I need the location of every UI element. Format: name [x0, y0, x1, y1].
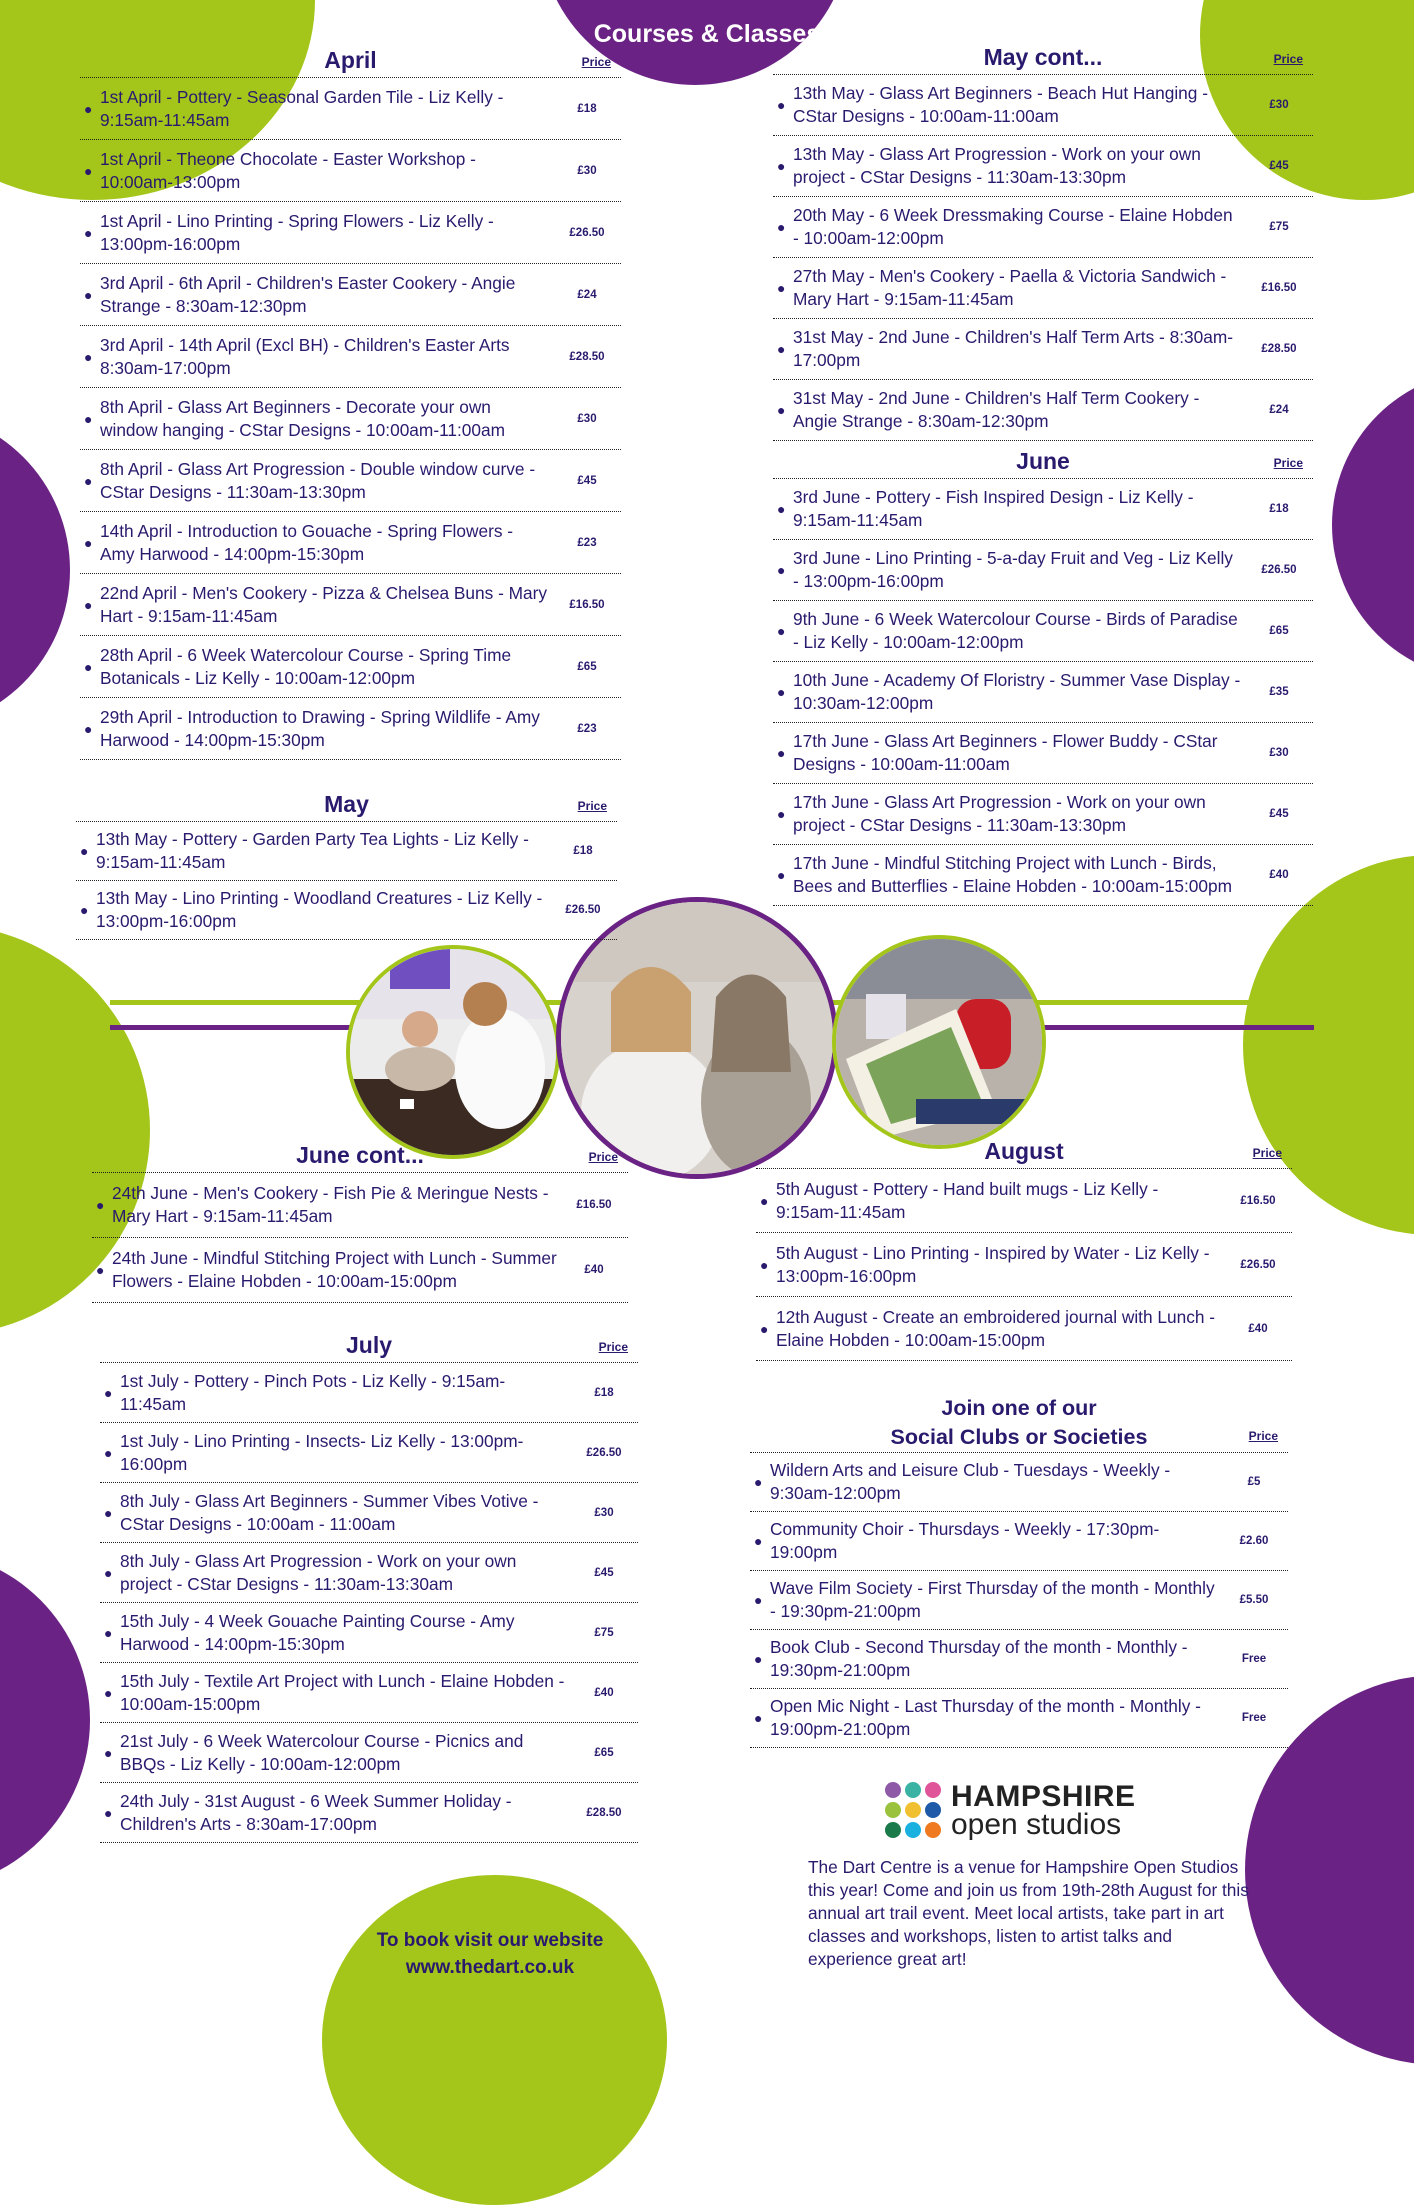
bullet-icon: ● — [777, 684, 786, 700]
item-text: 3rd June - Pottery - Fish Inspired Design - Liz Kelly - 9:15am-11:45am — [793, 487, 1194, 530]
section-august — [756, 1138, 1292, 1361]
list-item[interactable] — [80, 140, 621, 202]
section-title: April — [324, 47, 377, 73]
list-item[interactable] — [80, 326, 621, 388]
item-price: £35 — [1269, 686, 1289, 698]
item-price: £26.50 — [586, 1446, 622, 1459]
section-title: June — [1016, 448, 1070, 474]
item-text: 13th May - Glass Art Progression - Work on your own project - CStar Designs - 11:30am-13:30pm — [793, 144, 1201, 187]
list-item[interactable] — [756, 1233, 1292, 1297]
bullet-icon: ● — [754, 1592, 763, 1608]
item-text: 28th April - 6 Week Watercolour Course - Spring Time Botanicals - Liz Kelly - 10:00am-12:00pm — [100, 644, 512, 688]
item-price: £75 — [1269, 221, 1289, 233]
section-june — [773, 448, 1313, 906]
bullet-icon: ● — [754, 1651, 763, 1667]
item-price: £26.50 — [1261, 564, 1297, 576]
list-item[interactable] — [773, 479, 1313, 540]
list-item[interactable] — [100, 1363, 638, 1423]
hampshire-open-studios-text: The Dart Centre is a venue for Hampshire Open Studios this year! Come and join us from 19th-28th August for this annual art trail event. Meet local artists, take part in art classes and workshops, listen to artist talks and experience great art! — [808, 1857, 1249, 1969]
list-item[interactable] — [773, 258, 1313, 319]
list-item[interactable] — [80, 388, 621, 450]
clubs-title-line1: Join one of our — [941, 1396, 1097, 1420]
list-item[interactable] — [773, 845, 1313, 906]
item-price: £28.50 — [586, 1806, 622, 1819]
list-item[interactable] — [80, 264, 621, 326]
bullet-icon: ● — [84, 162, 93, 179]
item-text: 24th June - Men's Cookery - Fish Pie & Meringue Nests - Mary Hart - 9:15am-11:45am — [112, 1183, 549, 1226]
item-price: Free — [1241, 1712, 1267, 1724]
item-price: £40 — [1248, 1322, 1268, 1335]
item-text: Wave Film Society - First Thursday of the month - Monthly - 19:30pm-21:00pm — [770, 1578, 1215, 1621]
bullet-icon: ● — [84, 472, 93, 489]
booking-line: To book visit our website — [376, 1930, 604, 1951]
item-price: £26.50 — [1240, 1258, 1276, 1271]
item-price: £45 — [577, 474, 597, 487]
list-item[interactable] — [80, 698, 621, 760]
bullet-icon: ● — [84, 224, 93, 241]
list-item[interactable] — [773, 662, 1313, 723]
clubs-title-line2: Social Clubs or Societies — [890, 1425, 1148, 1449]
item-price: £23 — [577, 722, 597, 735]
section-title: May cont... — [983, 44, 1103, 70]
bullet-icon: ● — [760, 1320, 769, 1337]
bullet-icon: ● — [760, 1256, 769, 1273]
logo-dot-icon — [925, 1822, 941, 1838]
logo-text-open-studios: open studios — [951, 1808, 1122, 1841]
item-text: Open Mic Night - Last Thursday of the month - Monthly - 19:00pm-21:00pm — [770, 1696, 1201, 1739]
bullet-icon: ● — [96, 1197, 105, 1213]
bullet-icon: ● — [104, 1744, 113, 1761]
logo-dot-icon — [905, 1822, 921, 1838]
item-price: £30 — [577, 164, 597, 177]
item-price: £65 — [1269, 625, 1289, 637]
item-text: Wildern Arts and Leisure Club - Tuesdays - Weekly - 9:30am-12:00pm — [770, 1460, 1171, 1503]
list-item[interactable] — [773, 601, 1313, 662]
item-price: £24 — [1269, 404, 1289, 416]
bullet-icon: ● — [84, 410, 93, 427]
item-text: 31st May - 2nd June - Children's Half Term Cookery - Angie Strange - 8:30am-12:30pm — [793, 388, 1200, 431]
list-item[interactable] — [773, 380, 1313, 441]
bullet-icon: ● — [754, 1710, 763, 1726]
item-price: £2.60 — [1239, 1535, 1269, 1547]
item-text: 1st July - Lino Printing - Insects- Liz Kelly - 13:00pm-16:00pm — [120, 1430, 524, 1474]
item-price: £28.50 — [1261, 343, 1297, 355]
item-text: 3rd April - 6th April - Children's Easter Cookery - Angie Strange - 8:30am-12:30pm — [100, 272, 516, 316]
item-text: 21st July - 6 Week Watercolour Course - Picnics and BBQs - Liz Kelly - 10:00am-12:00pm — [120, 1730, 524, 1774]
price-header: Price — [598, 1340, 628, 1354]
section-may — [76, 791, 617, 940]
item-text: 20th May - 6 Week Dressmaking Course - Elaine Hobden - 10:00am-12:00pm — [793, 205, 1233, 248]
logo-dot-icon — [925, 1802, 941, 1818]
item-price: £18 — [573, 845, 593, 857]
list-item[interactable] — [100, 1543, 638, 1603]
bullet-icon: ● — [777, 562, 786, 578]
item-price: £16.50 — [1261, 282, 1297, 294]
section-title: June cont... — [296, 1142, 424, 1168]
list-item[interactable] — [100, 1663, 638, 1723]
item-price: £5 — [1247, 1476, 1261, 1488]
item-price: £45 — [594, 1566, 614, 1579]
list-item[interactable] — [92, 1238, 628, 1303]
item-text: 13th May - Lino Printing - Woodland Creatures - Liz Kelly - 13:00pm-16:00pm — [96, 888, 543, 931]
list-item[interactable] — [80, 512, 621, 574]
bullet-icon: ● — [777, 867, 786, 883]
bullet-icon: ● — [84, 720, 93, 737]
list-item[interactable] — [773, 319, 1313, 380]
item-text: 29th April - Introduction to Drawing - Spring Wildlife - Amy Harwood - 14:00pm-15:30pm — [100, 706, 540, 750]
item-price: £40 — [594, 1686, 614, 1699]
list-item[interactable] — [76, 881, 617, 940]
bullet-icon: ● — [777, 745, 786, 761]
bullet-icon: ● — [84, 286, 93, 303]
item-text: 13th May - Glass Art Beginners - Beach Hut Hanging - CStar Designs - 10:00am-11:00am — [793, 83, 1208, 126]
item-text: 1st April - Lino Printing - Spring Flowers - Liz Kelly - 13:00pm-16:00pm — [100, 210, 494, 254]
bullet-icon: ● — [777, 280, 786, 296]
bullet-icon: ● — [777, 402, 786, 418]
logo-dot-icon — [885, 1802, 901, 1818]
bullet-icon: ● — [777, 623, 786, 639]
list-item[interactable] — [773, 197, 1313, 258]
bullet-icon: ● — [777, 219, 786, 235]
item-text: 8th April - Glass Art Progression - Double window curve - CStar Designs - 11:30am-13:30pm — [100, 458, 536, 502]
bullet-icon: ● — [777, 158, 786, 174]
bullet-icon: ● — [80, 843, 89, 859]
bullet-icon: ● — [104, 1384, 113, 1401]
watercolour-materials-photo — [832, 935, 1046, 1149]
item-price: £18 — [1269, 503, 1289, 515]
list-item[interactable] — [756, 1169, 1292, 1233]
list-item[interactable] — [100, 1603, 638, 1663]
item-price: £30 — [594, 1506, 614, 1519]
list-item[interactable] — [80, 450, 621, 512]
item-price: £18 — [594, 1386, 614, 1399]
bullet-icon: ● — [777, 97, 786, 113]
list-item[interactable] — [756, 1297, 1292, 1361]
bullet-icon: ● — [760, 1192, 769, 1209]
item-text: 17th June - Mindful Stitching Project with Lunch - Birds, Bees and Butterflies - Elaine Hobden - 10:00am-15:00pm — [793, 853, 1233, 896]
list-item[interactable] — [100, 1783, 638, 1843]
price-header: Price — [588, 1150, 618, 1164]
item-price: Free — [1241, 1653, 1267, 1665]
bullet-icon: ● — [104, 1444, 113, 1461]
item-price: £30 — [1269, 747, 1289, 759]
item-text: 17th June - Glass Art Progression - Work on your own project - CStar Designs - 11:30am-13:30pm — [793, 792, 1206, 835]
price-header: Price — [1273, 456, 1303, 470]
list-item[interactable] — [80, 636, 621, 698]
section-title: May — [324, 791, 369, 817]
list-item[interactable] — [76, 822, 617, 881]
item-text: 1st July - Pottery - Pinch Pots - Liz Kelly - 9:15am-11:45am — [120, 1370, 506, 1414]
item-text: 15th July - 4 Week Gouache Painting Course - Amy Harwood - 14:00pm-15:30pm — [120, 1610, 515, 1654]
bullet-icon: ● — [84, 100, 93, 117]
page-title: Courses & Classes — [593, 20, 821, 48]
item-price: £24 — [577, 288, 597, 301]
item-text: 1st April - Pottery - Seasonal Garden Tile - Liz Kelly - 9:15am-11:45am — [100, 86, 504, 130]
list-item[interactable] — [773, 75, 1313, 136]
item-price: £40 — [584, 1264, 604, 1276]
bullet-icon: ● — [96, 1262, 105, 1278]
list-item[interactable] — [773, 136, 1313, 197]
decor-circle-purple-left-upper — [0, 410, 70, 730]
item-price: £5.50 — [1239, 1594, 1269, 1606]
item-text: 10th June - Academy Of Floristry - Summer Vase Display - 10:30am-12:00pm — [793, 670, 1241, 713]
logo-dot-icon — [885, 1822, 901, 1838]
list-item[interactable] — [80, 574, 621, 636]
list-item[interactable] — [750, 1512, 1288, 1571]
bullet-icon: ● — [84, 658, 93, 675]
item-price: £65 — [594, 1746, 614, 1759]
item-price: £16.50 — [569, 598, 605, 611]
item-price: £16.50 — [576, 1199, 612, 1211]
list-item[interactable] — [80, 202, 621, 264]
bullet-icon: ● — [104, 1624, 113, 1641]
item-text: 24th June - Mindful Stitching Project with Lunch - Summer Flowers - Elaine Hobden - 10:00am-15:00pm — [112, 1248, 557, 1291]
section-title: July — [345, 1332, 393, 1358]
section-may-cont — [773, 44, 1313, 441]
decor-circle-purple-right-upper — [1332, 370, 1414, 680]
bullet-icon: ● — [777, 501, 786, 517]
section-header — [756, 1138, 1292, 1169]
item-text: 5th August - Pottery - Hand built mugs - Liz Kelly - 9:15am-11:45am — [776, 1178, 1159, 1222]
logo-dot-icon — [925, 1782, 941, 1798]
logo-dot-icon — [905, 1782, 921, 1798]
bullet-icon: ● — [84, 348, 93, 365]
bullet-icon: ● — [104, 1804, 113, 1821]
item-price: £75 — [594, 1626, 614, 1639]
item-price: £26.50 — [565, 904, 601, 916]
bullet-icon: ● — [84, 534, 93, 551]
price-header: Price — [577, 799, 607, 813]
list-item[interactable] — [750, 1630, 1288, 1689]
bullet-icon: ● — [104, 1564, 113, 1581]
item-text: 15th July - Textile Art Project with Lunch - Elaine Hobden - 10:00am-15:00pm — [120, 1670, 565, 1714]
list-item[interactable] — [80, 78, 621, 140]
bullet-icon: ● — [777, 806, 786, 822]
item-price: £18 — [577, 102, 597, 115]
item-price: £40 — [1269, 869, 1289, 881]
bullet-icon: ● — [754, 1474, 763, 1490]
list-item[interactable] — [750, 1453, 1288, 1512]
list-item[interactable] — [100, 1483, 638, 1543]
item-price: £26.50 — [569, 226, 605, 239]
bullet-icon: ● — [84, 596, 93, 613]
price-header: Price — [1248, 1429, 1278, 1443]
section-title: August — [984, 1138, 1064, 1164]
price-header: Price — [1252, 1146, 1282, 1160]
section-july — [100, 1332, 638, 1843]
price-header: Price — [1273, 52, 1303, 66]
item-text: 12th August - Create an embroidered journal with Lunch - Elaine Hobden - 10:00am-15:00pm — [776, 1306, 1216, 1350]
item-text: Community Choir - Thursdays - Weekly - 17:30pm-19:00pm — [770, 1519, 1160, 1562]
booking-website-link[interactable]: www.thedart.co.uk — [405, 1957, 575, 1978]
item-text: Book Club - Second Thursday of the month - Monthly - 19:30pm-21:00pm — [770, 1637, 1188, 1680]
section-header — [80, 47, 621, 78]
section-header — [76, 791, 617, 822]
section-clubs — [750, 1394, 1288, 1748]
list-item[interactable] — [750, 1571, 1288, 1630]
booking-info — [325, 1927, 655, 1981]
bullet-icon: ● — [754, 1533, 763, 1549]
item-price: £30 — [577, 412, 597, 425]
decor-circle-green-bottom — [322, 1875, 667, 2205]
item-text: 27th May - Men's Cookery - Paella & Victoria Sandwich - Mary Hart - 9:15am-11:45am — [793, 266, 1227, 309]
item-price: £45 — [1269, 160, 1289, 172]
logo-text-hampshire: HAMPSHIRE — [951, 1780, 1136, 1813]
item-price: £30 — [1269, 99, 1289, 111]
section-june-cont — [92, 1142, 628, 1303]
item-text: 17th June - Glass Art Beginners - Flower Buddy - CStar Designs - 10:00am-11:00am — [793, 731, 1218, 774]
list-item[interactable] — [100, 1423, 638, 1483]
item-text: 5th August - Lino Printing - Inspired by Water - Liz Kelly - 13:00pm-16:00pm — [776, 1242, 1210, 1286]
logo-dot-icon — [885, 1782, 901, 1798]
item-text: 24th July - 31st August - 6 Week Summer Holiday - Children's Arts - 8:30am-17:00pm — [120, 1790, 512, 1834]
bullet-icon: ● — [777, 341, 786, 357]
item-text: 8th April - Glass Art Beginners - Decorate your own window hanging - CStar Designs - 10:00am-11:00am — [100, 396, 506, 440]
item-text: 9th June - 6 Week Watercolour Course - Birds of Paradise - Liz Kelly - 10:00am-12:00pm — [793, 609, 1238, 652]
children-drawing-photo — [346, 945, 560, 1159]
bullet-icon: ● — [104, 1684, 113, 1701]
section-header — [100, 1332, 638, 1363]
list-item[interactable] — [773, 540, 1313, 601]
item-text: 3rd April - 14th April (Excl BH) - Children's Easter Arts 8:30am-17:00pm — [100, 334, 510, 378]
item-price: £65 — [577, 660, 597, 673]
item-text: 31st May - 2nd June - Children's Half Term Arts - 8:30am-17:00pm — [793, 327, 1233, 370]
item-text: 22nd April - Men's Cookery - Pizza & Chelsea Buns - Mary Hart - 9:15am-11:45am — [100, 582, 548, 626]
decor-circle-purple-left-lower — [0, 1550, 90, 1890]
item-price: £16.50 — [1240, 1194, 1276, 1207]
logo-dot-icon — [905, 1802, 921, 1818]
list-item[interactable] — [750, 1689, 1288, 1748]
item-price: £28.50 — [569, 350, 605, 363]
item-text: 13th May - Pottery - Garden Party Tea Lights - Liz Kelly - 9:15am-11:45am — [96, 829, 529, 872]
section-header — [92, 1142, 628, 1173]
list-item[interactable] — [773, 723, 1313, 784]
item-text: 3rd June - Lino Printing - 5-a-day Fruit and Veg - Liz Kelly - 13:00pm-16:00pm — [793, 548, 1233, 591]
list-item[interactable] — [92, 1173, 628, 1238]
bullet-icon: ● — [80, 902, 89, 918]
list-item[interactable] — [100, 1723, 638, 1783]
price-header: Price — [581, 55, 611, 69]
list-item[interactable] — [773, 784, 1313, 845]
item-text: 8th July - Glass Art Beginners - Summer Vibes Votive - CStar Designs - 10:00am - 11:00am — [120, 1490, 539, 1534]
section-header — [773, 44, 1313, 75]
item-text: 8th July - Glass Art Progression - Work on your own project - CStar Designs - 11:30am-13:30am — [120, 1550, 517, 1594]
section-april — [80, 47, 621, 760]
item-text: 1st April - Theone Chocolate - Easter Workshop - 10:00am-13:00pm — [100, 148, 476, 192]
item-price: £23 — [577, 536, 597, 549]
section-header — [773, 448, 1313, 479]
item-price: £45 — [1269, 808, 1289, 820]
bullet-icon: ● — [104, 1504, 113, 1521]
item-text: 14th April - Introduction to Gouache - Spring Flowers - Amy Harwood - 14:00pm-15:30pm — [100, 520, 514, 564]
